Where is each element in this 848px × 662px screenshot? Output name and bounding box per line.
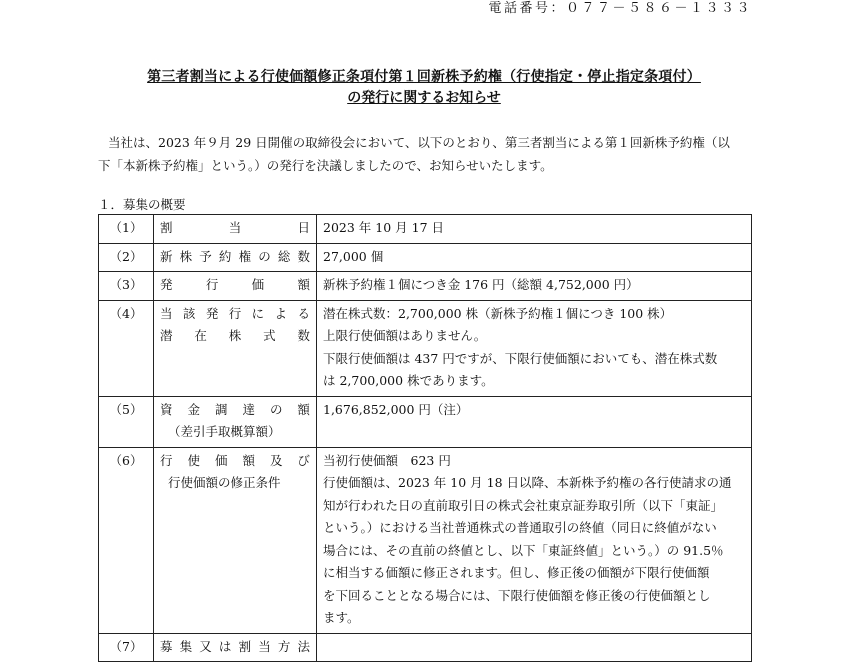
item-label-char: 当 (160, 305, 173, 321)
table-row (99, 396, 752, 447)
row-number: （7） (99, 633, 154, 662)
item-label-char: 募 (160, 638, 173, 654)
item-label-char: 額 (297, 401, 310, 417)
item-label-char: 及 (269, 452, 283, 468)
table-row (99, 243, 752, 272)
item-label-char: 集 (179, 638, 193, 654)
row-number: （5） (99, 396, 154, 447)
item-value (317, 447, 752, 633)
table-row (99, 447, 752, 633)
item-value (317, 215, 752, 244)
item-label-char: 権 (238, 248, 252, 264)
item-label-char: 法 (297, 638, 310, 654)
item-label-line (160, 399, 310, 422)
item-label (154, 447, 317, 633)
intro-line1: 当社は、2023 年９月 29 日開催の取締役会において、以下のとおり、第三者割当による第１回新株予約権（以 (108, 135, 730, 150)
item-label-line (160, 421, 310, 444)
table-row (99, 633, 752, 662)
item-label-text: （差引手取概算額） (168, 424, 281, 439)
item-label-char: の (258, 248, 271, 264)
item-label-char: 当 (228, 220, 242, 235)
item-label-char: 潜 (160, 328, 173, 343)
item-label-char: 総 (277, 248, 291, 264)
item-label-line (160, 472, 310, 495)
item-value (317, 243, 752, 272)
item-value (317, 300, 752, 396)
item-value-line: に相当する価額に修正されます。但し、修正後の価額が下限行使価額 (323, 565, 710, 580)
item-label (154, 243, 317, 272)
item-label-line (160, 636, 310, 659)
item-label-char: 調 (214, 401, 228, 417)
item-label-char: 価 (214, 452, 228, 468)
item-label-line (160, 217, 310, 240)
item-label (154, 272, 317, 301)
item-label-char: 資 (160, 401, 173, 417)
item-value-line: 27,000 個 (323, 248, 384, 264)
document-title-line1: 第三者割当による行使価額修正条項付第１回新株予約権（行使指定・停止指定条項付） (147, 69, 701, 85)
item-label-char: 該 (182, 305, 196, 321)
item-label-char: 発 (205, 305, 219, 321)
intro-line2: 下「本新株予約権」という。）の発行を決議しましたので、お知らせいたします。 (98, 158, 553, 173)
item-label-char: 株 (228, 328, 242, 343)
item-label-char: 新 (160, 248, 173, 264)
row-number: （3） (99, 272, 154, 301)
item-label-char: 価 (251, 277, 265, 292)
item-value-line: 2023 年 10 月 17 日 (323, 220, 444, 235)
item-label-char: 割 (160, 220, 173, 235)
item-label-char: 数 (297, 248, 310, 264)
item-value-line: 上限行使価額はありません。 (323, 328, 487, 343)
item-value-line (323, 636, 745, 659)
item-label-char: 在 (194, 328, 207, 343)
overview-table (98, 214, 752, 662)
item-label-char: 額 (242, 452, 255, 468)
phone-number: 電話番号：０７７－５８６－１３３３ (488, 1, 752, 16)
row-number: （6） (99, 447, 154, 633)
item-value-line: 行使価額は、2023 年 10 月 18 日以降、本新株予約権の各行使請求の通 (323, 475, 732, 490)
item-value-line: 下限行使価額は 437 円ですが、下限行使価額においても、潜在株式数 (323, 350, 718, 366)
item-label-text: 行使価額の修正条件 (168, 475, 281, 490)
item-label-char: よ (274, 305, 288, 321)
table-row (99, 272, 752, 301)
item-label-char: 金 (187, 401, 200, 417)
item-value-line: 当初行使価額 623 円 (323, 452, 451, 468)
item-label-char: 数 (297, 328, 310, 343)
item-label-char: に (251, 305, 265, 321)
item-value-line: 場合には、その直前の終値とし、以下「東証終値」という。）の 91.5％ (323, 542, 724, 558)
item-value (317, 633, 752, 662)
item-label-line (160, 303, 310, 326)
item-label (154, 215, 317, 244)
item-value-line: 1,676,852,000 円（注） (323, 401, 469, 417)
item-label-char: 方 (277, 638, 291, 654)
item-label-char: 又 (199, 638, 212, 654)
item-value-line: 潜在株式数：2,700,000 株（新株予約権１個につき 100 株） (323, 305, 673, 321)
item-label-char: 予 (199, 248, 212, 264)
item-label-char: 当 (258, 638, 271, 654)
item-value (317, 272, 752, 301)
item-value-line: 知が行われた日の直前取引日の株式会社東京証券取引所（以下「東証」 (323, 497, 724, 513)
item-label-char: る (297, 305, 310, 321)
row-number: （2） (99, 243, 154, 272)
item-label (154, 300, 317, 396)
item-label (154, 633, 317, 662)
item-value (317, 396, 752, 447)
item-label-char: 達 (242, 401, 255, 417)
item-label-char: 使 (187, 452, 200, 468)
item-label-char: 行 (160, 452, 173, 468)
item-label-char: 割 (238, 638, 252, 654)
item-label-char: 行 (228, 305, 242, 321)
item-label-char: 行 (205, 277, 219, 292)
item-label-line (160, 325, 310, 348)
section-heading: １．募集の概要 (98, 197, 186, 212)
row-number: （1） (99, 215, 154, 244)
item-label-char: び (297, 452, 310, 468)
item-value-line: は 2,700,000 株であります。 (323, 373, 494, 388)
item-label-char: 額 (297, 277, 310, 292)
item-label-char: 約 (218, 248, 232, 264)
row-number: （4） (99, 300, 154, 396)
item-label-line (160, 274, 310, 297)
item-value-line: ます。 (323, 610, 360, 625)
item-label-line (160, 246, 310, 269)
item-label-char: 日 (297, 220, 310, 235)
table-row (99, 300, 752, 396)
item-label-char: 式 (263, 328, 276, 343)
item-value-line: を下回ることとなる場合には、下限行使価額を修正後の行使価額とし (323, 587, 711, 603)
item-label-char: 株 (179, 248, 193, 264)
item-value-line: という。）における当社普通株式の普通取引の終値（同日に終値がない (323, 520, 717, 535)
item-label-char: は (218, 638, 232, 654)
item-value-line: 新株予約権１個につき金 176 円（総額 4,752,000 円） (323, 277, 639, 292)
item-label-line (160, 450, 310, 473)
document-title-line2: の発行に関するお知らせ (347, 90, 501, 106)
item-label (154, 396, 317, 447)
item-label-char: の (269, 401, 283, 417)
item-label-char: 発 (160, 277, 173, 292)
table-row (99, 215, 752, 244)
